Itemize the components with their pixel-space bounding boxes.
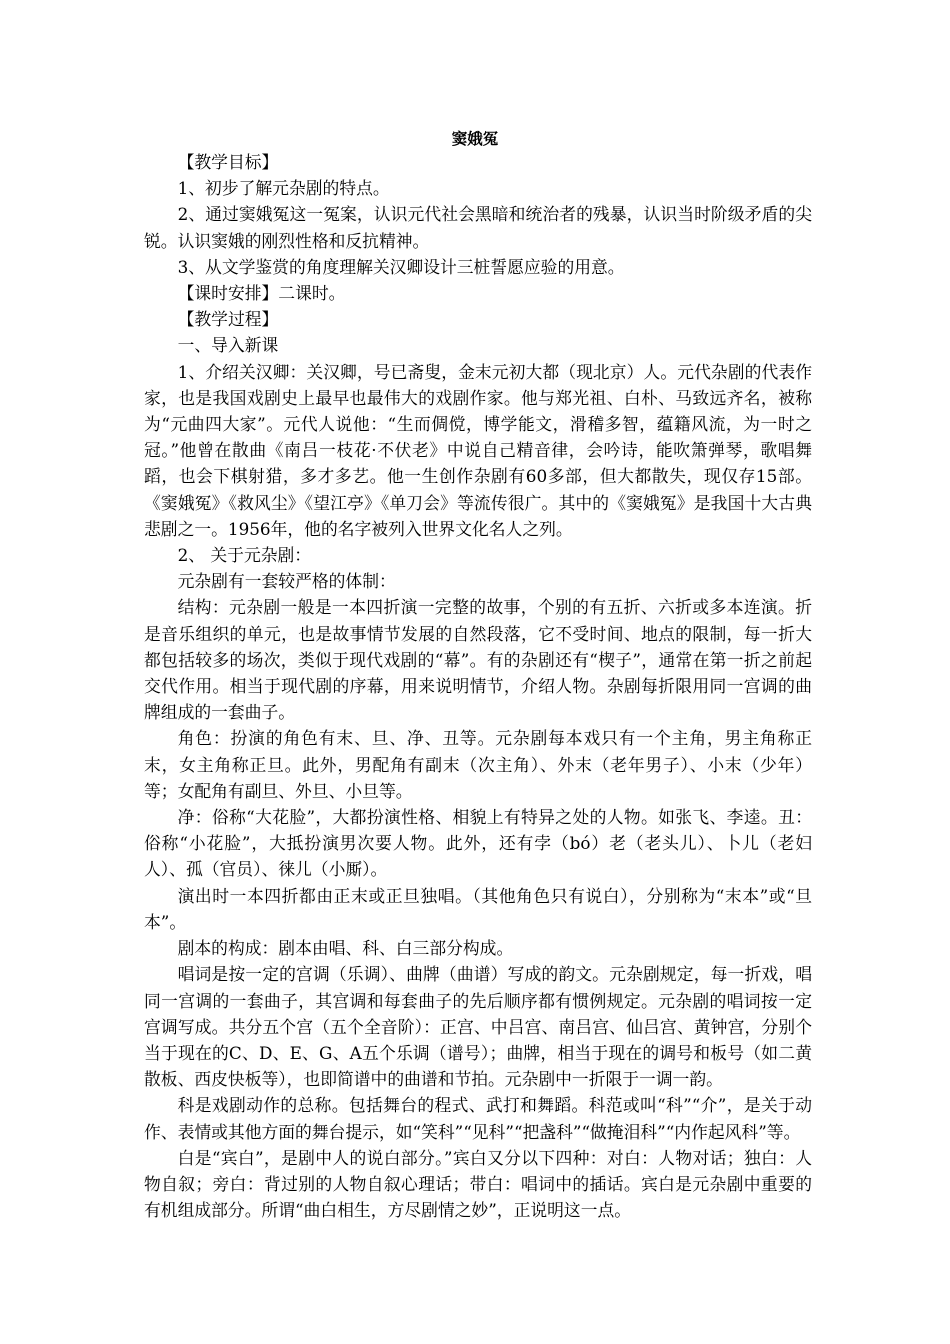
paragraph: 2、 关于元杂剧： [177,545,312,566]
paragraph: 元杂剧有一套较严格的体制： [177,571,396,592]
document-title: 窦娥冤 [451,130,499,148]
paragraph: 剧本的构成：剧本由唱、科、白三部分构成。 [177,938,514,959]
paragraph: 角色：扮演的角色有末、旦、净、丑等。元杂剧每本戏只有一个主角，男主角称正末，女主角称正旦。此外，男配角有副末（次主角）、外末（老年男子）、小末（少年）等；女配角有副旦、外旦、小旦等。 [144,728,812,801]
paragraph: 2、通过窦娥冤这一冤案，认识元代社会黑暗和统治者的残暴，认识当时阶级矛盾的尖锐。认识窦娥的刚烈性格和反抗精神。 [144,204,812,251]
paragraph: 净：俗称“大花脸”，大都扮演性格、相貌上有特异之处的人物。如张飞、李逵。丑：俗称“小花脸”，大抵扮演男次要人物。此外，还有孛（bó）老（老头儿）、卜儿（老妇人）、孤（官员）、徕儿（小厮）。 [144,807,812,880]
paragraph: 1、初步了解元杂剧的特点。 [177,178,390,199]
paragraph: 3、从文学鉴赏的角度理解关汉卿设计三桩誓愿应验的用意。 [177,256,625,277]
paragraph: 【教学目标】 [177,152,279,172]
paragraph: 1、介绍关汉卿：关汉卿，号已斋叟，金末元初大都（现北京）人。元代杂剧的代表作家，也是我国戏剧史上最早也最伟大的戏剧作家。他与郑光祖、白朴、马致远齐名，被称为“元曲四大家”。元代人说他：“生而倜傥，博学能文，滑稽多智，蕴籍风流，为一时之冠。”他曾在散曲《南吕一枝花·不伏老》中说自己精音律，会吟诗，能吹箫弹琴，歌唱舞蹈，也会下棋射猎，多才多艺。他一生创作杂剧有60多部，但大都散失，现仅存15部。《窦娥冤》《救风尘》《望江亭》《单刀会》等流传很广。其中的《窦娥冤》是我国十大古典悲剧之一。1956年，他的名字被列入世界文化名人之列。 [144,361,812,539]
paragraph: 演出时一本四折都由正末或正旦独唱。（其他角色只有说白），分别称为“末本”或“旦本”。 [144,885,812,932]
paragraph: 唱词是按一定的宫调（乐调）、曲牌（曲谱）写成的韵文。元杂剧规定，每一折戏，唱同一宫调的一套曲子，其宫调和每套曲子的先后顺序都有惯例规定。元杂剧的唱词按一定宫调写成。共分五个宫（五个全音阶）：正宫、中吕宫、南吕宫、仙吕宫、黄钟宫，分别个当于现在的C、D、E、G、A五个乐调（谱号）；曲牌，相当于现在的调号和板号（如二黄散板、西皮快板等），也即简谱中的曲谱和节拍。元杂剧中一折限于一调一韵。 [144,964,812,1090]
paragraph: 【课时安排】二课时。 [177,283,346,304]
document-body [144,149,812,1223]
paragraph: 结构：元杂剧一般是一本四折演一完整的故事，个别的有五折、六折或多本连演。折是音乐组织的单元，也是故事情节发展的自然段落，它不受时间、地点的限制，每一折大都包括较多的场次，类似于现代戏剧的“幕”。有的杂剧还有“楔子”，通常在第一折之前起交代作用。相当于现代剧的序幕，用来说明情节，介绍人物。杂剧每折限用同一宫调的曲牌组成的一套曲子。 [144,597,812,723]
paragraph: 一、导入新课 [177,335,279,356]
paragraph: 【教学过程】 [177,309,279,330]
paragraph: 科是戏剧动作的总称。包括舞台的程式、武打和舞蹈。科范或叫“科”“介”，是关于动作、表情或其他方面的舞台提示，如“笑科”“见科”“把盏科”“做掩泪科”“内作起风科”等。 [144,1095,812,1142]
paragraph: 白是“宾白”，是剧中人的说白部分。”宾白又分以下四种：对白：人物对话；独白：人物自叙；旁白：背过别的人物自叙心理话；带白：唱词中的插话。宾白是元杂剧中重要的有机组成部分。所谓“曲白相生，方尽剧情之妙”，正说明这一点。 [144,1147,812,1221]
